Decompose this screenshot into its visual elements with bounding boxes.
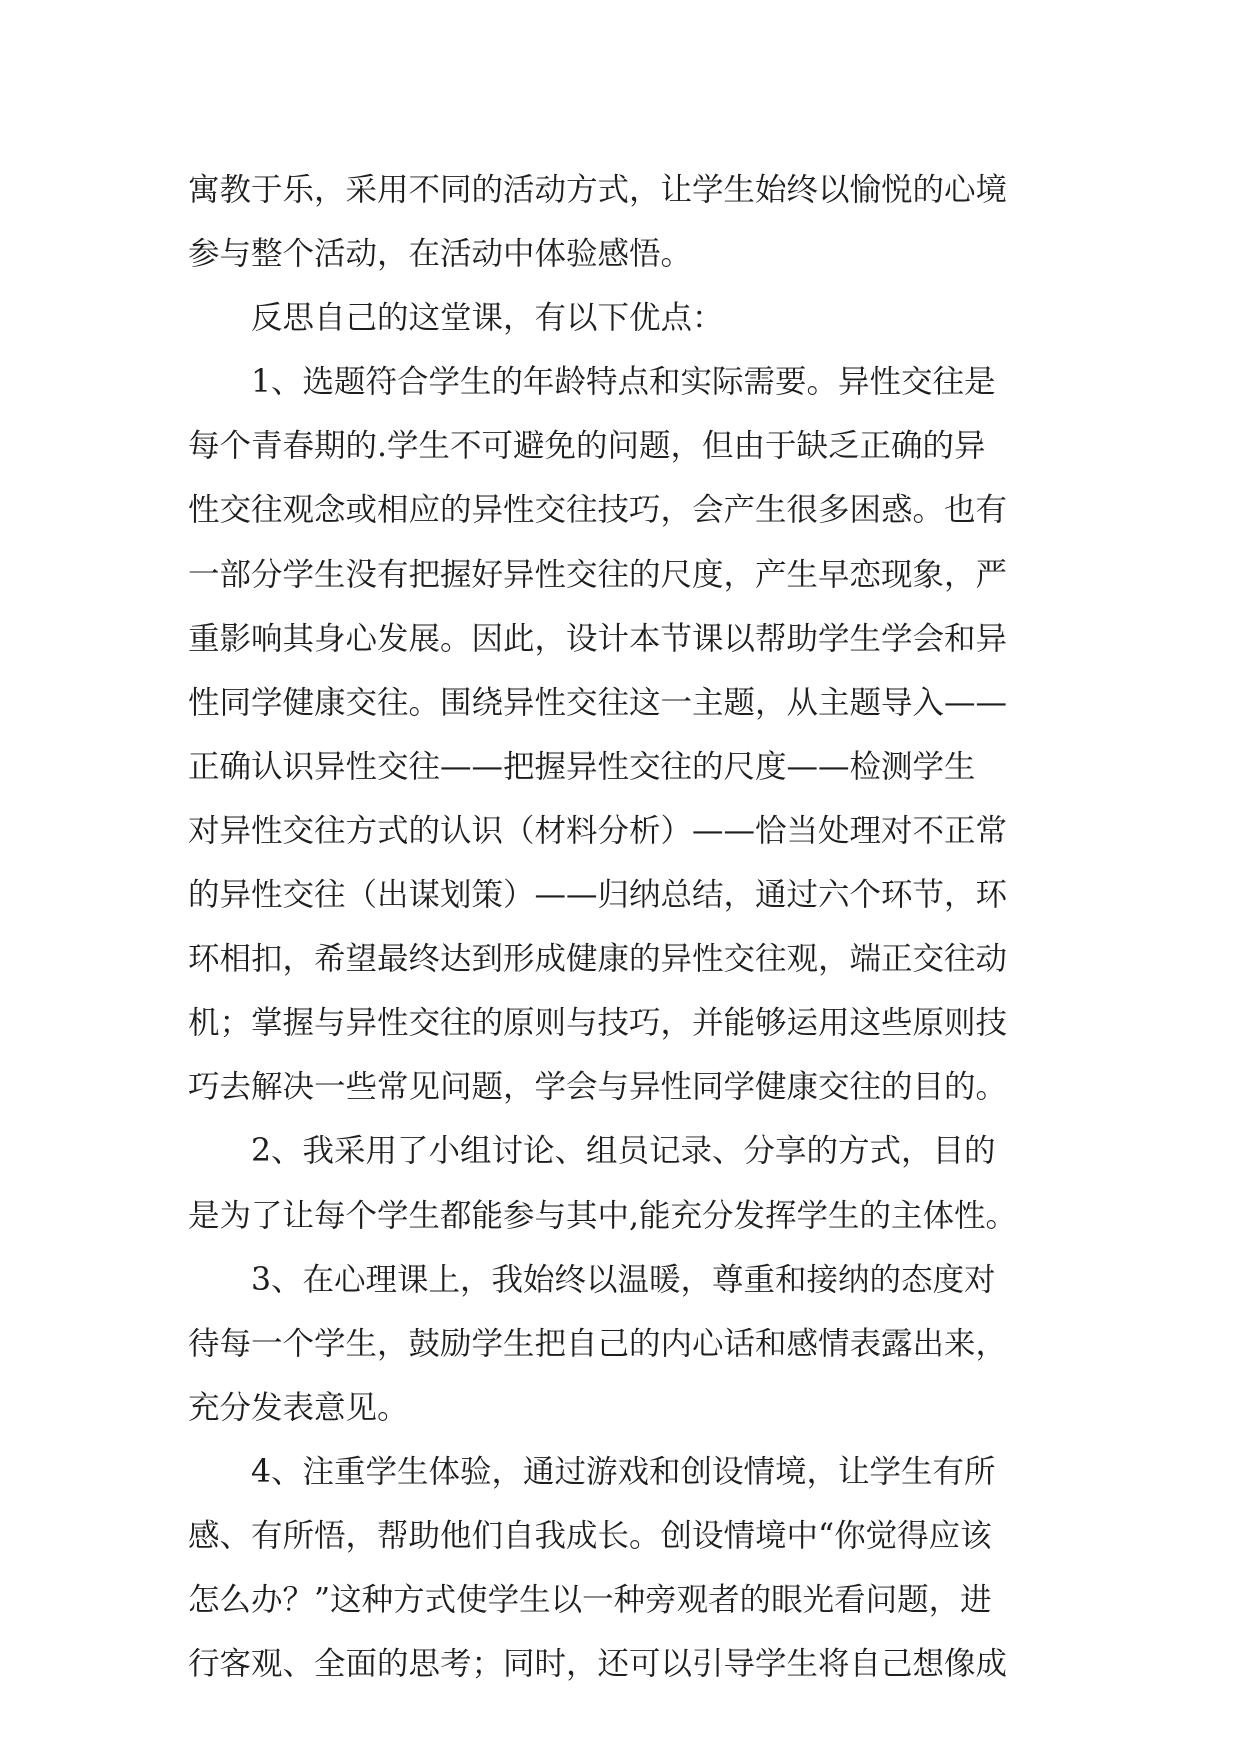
text-line: 重影响其身心发展。因此，设计本节课以帮助学生学会和异 [188, 620, 1008, 657]
text-line: 参与整个活动，在活动中体验感悟。 [188, 236, 693, 273]
text-line: 一部分学生没有把握好异性交往的尺度，产生早恋现象，严 [188, 556, 1008, 593]
text-line: 的异性交往（出谋划策）——归纳总结，通过六个环节，环 [188, 877, 1008, 914]
text-line: 2、我采用了小组讨论、组员记录、分享的方式，目的 [188, 1133, 996, 1170]
text-line: 性交往观念或相应的异性交往技巧，会产生很多困惑。也有 [188, 492, 1008, 529]
text-line: 行客观、全面的思考；同时，还可以引导学生将自己想像成 [188, 1646, 1008, 1683]
text-line: 感、有所悟，帮助他们自我成长。创设情境中“你觉得应该 [188, 1517, 992, 1554]
text-line: 反思自己的这堂课，有以下优点： [188, 300, 724, 337]
text-line: 待每一个学生，鼓励学生把自己的内心话和感情表露出来， [188, 1325, 1008, 1362]
text-line: 1、选题符合学生的年龄特点和实际需要。异性交往是 [188, 364, 996, 401]
body-text [188, 158, 1068, 1696]
text-line: 4、注重学生体验，通过游戏和创设情境，让学生有所 [188, 1453, 996, 1490]
text-line: 正确认识异性交往——把握异性交往的尺度——检测学生 [188, 748, 976, 785]
text-line: 机；掌握与异性交往的原则与技巧，并能够运用这些原则技 [188, 1005, 1008, 1042]
text-line: 性同学健康交往。围绕异性交往这一主题，从主题导入—— [188, 684, 1008, 721]
text-line: 是为了让每个学生都能参与其中,能充分发挥学生的主体性。 [188, 1197, 1018, 1234]
text-line: 寓教于乐，采用不同的活动方式，让学生始终以愉悦的心境 [188, 172, 1008, 208]
text-line: 每个青春期的.学生不可避免的问题，但由于缺乏正确的异 [188, 428, 986, 465]
text-line: 3、在心理课上，我始终以温暖，尊重和接纳的态度对 [188, 1261, 996, 1298]
text-line: 怎么办？”这种方式使学生以一种旁观者的眼光看问题，进 [188, 1582, 992, 1619]
text-line: 环相扣，希望最终达到形成健康的异性交往观，端正交往动 [188, 941, 1008, 978]
text-line: 巧去解决一些常见问题，学会与异性同学健康交往的目的。 [188, 1069, 1008, 1106]
text-line: 对异性交往方式的认识（材料分析）——恰当处理对不正常 [188, 812, 1008, 849]
text-line: 充分发表意见。 [188, 1389, 409, 1426]
